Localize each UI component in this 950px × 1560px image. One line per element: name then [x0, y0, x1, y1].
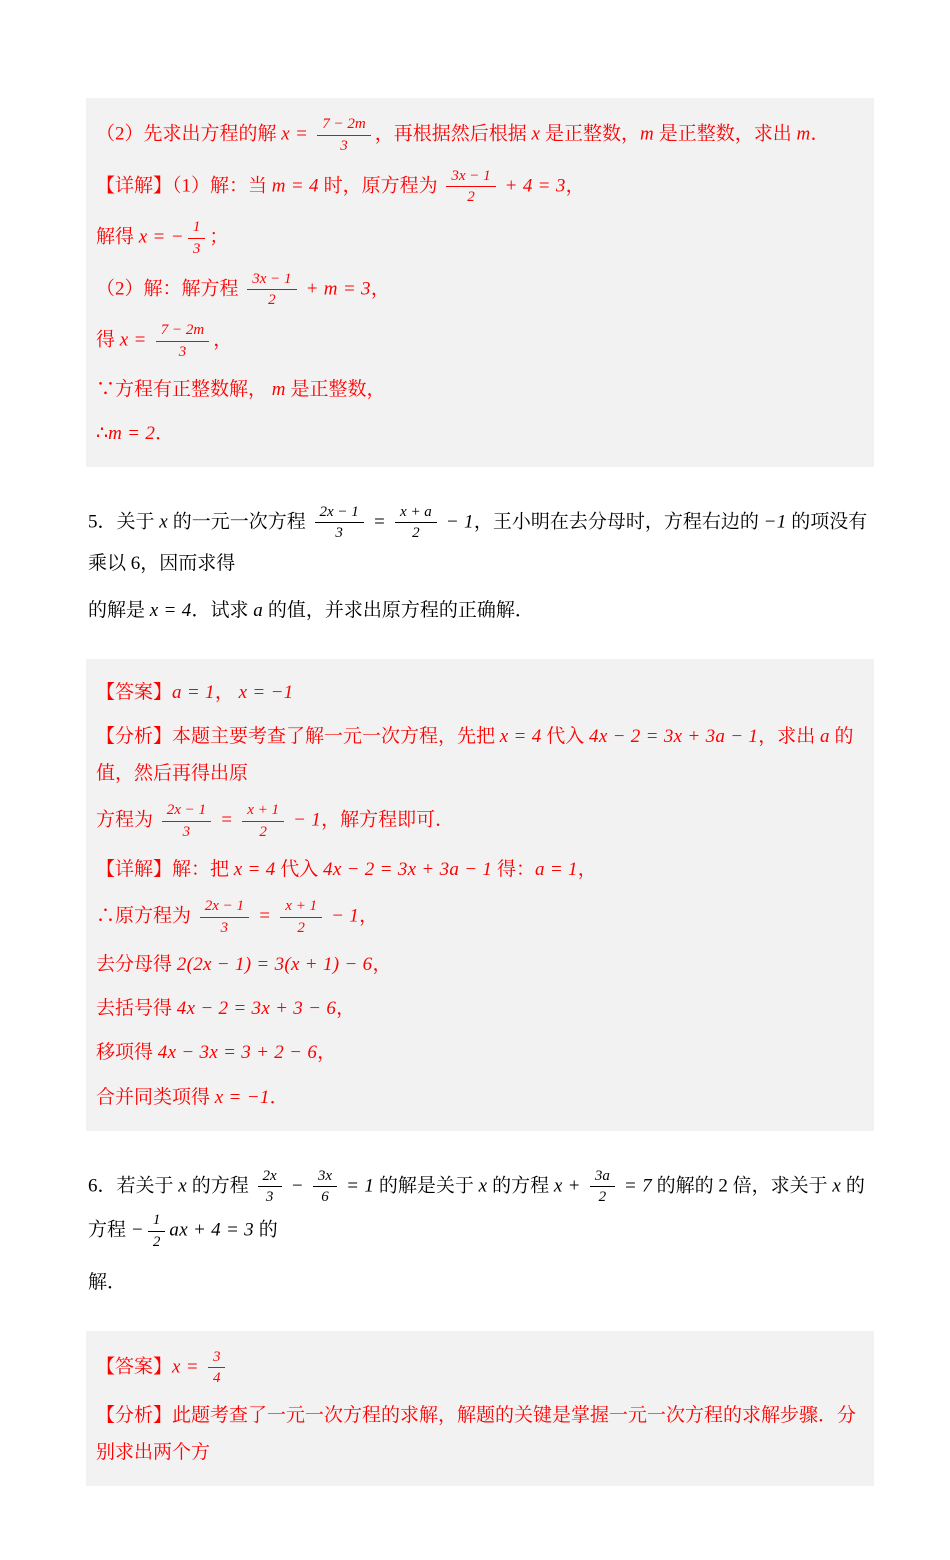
text-run: （2）先求出方程的解: [96, 123, 282, 145]
text-run: 【答案】: [96, 1356, 173, 1378]
math-run: −: [285, 1175, 309, 1197]
text-run: 的: [253, 1219, 278, 1241]
text-run: ，: [213, 329, 233, 351]
fraction-denominator: 4: [212, 1370, 221, 1387]
math-run: m: [796, 123, 811, 145]
math-run: + 4 = 3: [499, 175, 566, 197]
fraction: [395, 503, 437, 544]
math-run: ax + 4 = 3: [169, 1219, 254, 1241]
text-run: 的项没有乘以 6，因而求得: [88, 511, 868, 575]
math-run: m = 2: [108, 422, 156, 444]
fraction-numerator: x + a: [395, 503, 437, 524]
text-line: [96, 851, 864, 888]
math-run: x: [531, 123, 541, 145]
text-line: [96, 216, 864, 261]
fraction-denominator: 3: [220, 919, 229, 936]
fraction: [162, 801, 211, 842]
text-run: ．: [269, 1086, 289, 1108]
text-line: [88, 592, 872, 629]
fraction-denominator: 2: [259, 824, 267, 841]
math-run: −: [130, 1219, 144, 1241]
text-run: ，: [336, 998, 356, 1020]
question-block: [86, 487, 874, 644]
text-line: [96, 371, 864, 408]
text-run: 代入: [541, 726, 590, 748]
math-run: m = 4: [271, 175, 319, 197]
fraction-numerator: 2x: [258, 1167, 282, 1188]
fraction-numerator: 3x − 1: [446, 167, 495, 188]
fraction-numerator: 2x − 1: [162, 801, 211, 822]
text-run: 合并同类项得: [96, 1086, 215, 1108]
text-run: 的解是关于: [374, 1175, 479, 1197]
text-run: 去括号得: [96, 998, 177, 1020]
math-run: x +: [553, 1175, 586, 1197]
math-run: m: [271, 378, 286, 400]
text-run: ，: [370, 278, 390, 300]
math-run: − 1: [440, 511, 474, 533]
math-run: x: [478, 1175, 488, 1197]
math-run: −1: [763, 511, 787, 533]
fraction-numerator: 1: [148, 1211, 166, 1232]
math-run: x = 4: [499, 726, 542, 748]
math-run: 2(2x − 1) = 3(x + 1) − 6: [176, 954, 373, 976]
text-run: 的方程: [487, 1175, 554, 1197]
text-run: 【分析】此题考查了一元一次方程的求解，解题的关键是掌握一元一次方程的求解步骤．分别求出两个方: [96, 1405, 857, 1464]
math-run: m: [639, 123, 654, 145]
document-content: [86, 98, 874, 1486]
fraction: [315, 503, 364, 544]
text-line: [96, 1397, 864, 1471]
text-run: 5．关于: [88, 511, 160, 533]
text-line: [96, 990, 864, 1027]
fraction-denominator: 3: [182, 824, 191, 841]
text-run: 的值，然后再得出原: [96, 726, 854, 785]
text-run: ．: [810, 123, 830, 145]
text-line: [96, 1346, 864, 1391]
question-block: [86, 1151, 874, 1315]
text-run: 6．若关于: [88, 1175, 179, 1197]
math-run: = 1: [341, 1175, 375, 1197]
fraction-numerator: 2x − 1: [315, 503, 364, 524]
fraction: [280, 897, 322, 938]
fraction: [247, 270, 296, 311]
fraction-denominator: 2: [412, 525, 420, 542]
math-run: 4x − 3x = 3 + 2 − 6: [157, 1042, 318, 1064]
fraction-denominator: 2: [152, 1233, 161, 1250]
answer-block: [86, 98, 874, 467]
math-run: x =: [119, 329, 152, 351]
text-line: [88, 501, 872, 583]
math-run: x = −: [138, 226, 184, 248]
text-line: [96, 799, 864, 844]
fraction-numerator: 1: [188, 218, 206, 239]
math-run: − 1: [326, 905, 360, 927]
fraction: [148, 1211, 166, 1252]
fraction-numerator: 3x: [313, 1167, 337, 1188]
text-run: ∴: [96, 422, 109, 444]
text-line: [96, 415, 864, 452]
text-line: [96, 319, 864, 364]
math-run: 4x − 2 = 3x + 3a − 1: [323, 858, 493, 880]
fraction-denominator: 2: [268, 292, 276, 309]
text-run: 是正整数，求出: [654, 123, 797, 145]
fraction: [242, 801, 284, 842]
math-run: a = 1: [534, 858, 578, 880]
text-run: ，: [214, 682, 239, 704]
text-line: [88, 1165, 872, 1254]
math-run: 4x − 2 = 3x + 3a − 1: [589, 726, 759, 748]
fraction-denominator: 6: [321, 1189, 329, 1206]
text-run: 的解是: [88, 600, 150, 622]
text-run: ，王小明在去分母时，方程右边的: [473, 511, 764, 533]
math-run: x =: [281, 123, 314, 145]
math-run: x = 4: [149, 600, 192, 622]
text-run: ，: [359, 905, 379, 927]
math-run: x = −1: [214, 1086, 270, 1108]
math-run: =: [367, 511, 392, 533]
text-line: [96, 165, 864, 210]
text-line: [96, 113, 864, 158]
fraction-numerator: 3x − 1: [247, 270, 296, 291]
fraction-numerator: x + 1: [280, 897, 322, 918]
text-run: ．试求: [191, 600, 254, 622]
text-run: 【详解】解：把: [96, 858, 234, 880]
text-run: 解得: [96, 226, 139, 248]
fraction-numerator: 3a: [590, 1167, 615, 1188]
text-run: ，: [372, 954, 392, 976]
fraction-numerator: x + 1: [242, 801, 284, 822]
fraction-numerator: 7 − 2m: [156, 321, 209, 342]
text-run: 代入: [275, 858, 324, 880]
text-run: 的值，并求出原方程的正确解．: [263, 600, 534, 622]
math-run: a: [253, 600, 264, 622]
answer-block: [86, 659, 874, 1130]
text-run: 的解的 2 倍，求关于: [651, 1175, 833, 1197]
text-line: [96, 268, 864, 313]
text-run: 方程为: [96, 809, 158, 831]
text-run: 时，原方程为: [318, 175, 443, 197]
math-run: 4x − 2 = 3x + 3 − 6: [176, 998, 337, 1020]
text-run: ∵方程有正整数解，: [96, 378, 272, 400]
fraction-denominator: 3: [265, 1189, 274, 1206]
text-run: 的方程: [187, 1175, 254, 1197]
text-run: 是正整数，: [540, 123, 640, 145]
text-line: [96, 946, 864, 983]
text-run: ．: [155, 422, 175, 444]
text-line: [96, 1034, 864, 1071]
text-run: ，: [577, 858, 597, 880]
fraction: [200, 897, 249, 938]
math-run: x = −1: [238, 682, 294, 704]
fraction-denominator: 2: [467, 189, 475, 206]
math-run: =: [253, 905, 277, 927]
text-run: 得: [96, 329, 120, 351]
math-run: x: [159, 511, 168, 533]
fraction-denominator: 3: [340, 137, 348, 154]
fraction-denominator: 3: [335, 525, 343, 542]
text-run: ，求出: [758, 726, 820, 748]
text-run: 解．: [88, 1271, 127, 1293]
fraction-numerator: 2x − 1: [200, 897, 249, 918]
text-run: ，: [317, 1042, 337, 1064]
fraction: [188, 218, 206, 259]
text-run: ，: [565, 175, 585, 197]
fraction: [258, 1167, 282, 1208]
text-run: 的方程: [88, 1175, 865, 1241]
fraction: [208, 1348, 226, 1389]
fraction-numerator: 7 − 2m: [317, 115, 370, 136]
math-run: x: [178, 1175, 187, 1197]
math-run: = 7: [618, 1175, 652, 1197]
fraction-denominator: 3: [192, 240, 201, 257]
fraction-denominator: 2: [598, 1189, 607, 1206]
math-run: − 1: [288, 809, 322, 831]
fraction-denominator: 2: [297, 919, 305, 936]
fraction-denominator: 3: [178, 343, 187, 360]
text-line: [96, 1079, 864, 1116]
text-run: 的一元一次方程: [168, 511, 311, 533]
text-line: [96, 718, 864, 792]
text-run: 去分母得: [96, 954, 177, 976]
text-run: 移项得: [96, 1042, 158, 1064]
fraction: [313, 1167, 337, 1208]
fraction: [446, 167, 495, 208]
math-run: a = 1: [172, 682, 215, 704]
math-run: =: [215, 809, 239, 831]
text-run: ，再根据然后根据: [374, 123, 532, 145]
fraction: [317, 115, 370, 156]
text-run: 得：: [492, 858, 535, 880]
math-run: x =: [172, 1356, 204, 1378]
fraction: [590, 1167, 615, 1208]
text-run: 【详解】（1）解：当: [96, 175, 272, 197]
math-run: x = 4: [233, 858, 276, 880]
fraction-numerator: 3: [208, 1348, 226, 1369]
text-line: [96, 674, 864, 711]
fraction: [156, 321, 209, 362]
text-run: 【答案】: [96, 682, 173, 704]
text-line: [88, 1264, 872, 1301]
math-run: x: [832, 1175, 842, 1197]
text-line: [96, 895, 864, 940]
text-run: ∴原方程为: [96, 905, 196, 927]
answer-block: [86, 1331, 874, 1487]
math-run: + m = 3: [300, 278, 371, 300]
text-run: （2）解：解方程: [96, 278, 244, 300]
text-run: 【分析】本题主要考查了解一元一次方程，先把: [96, 726, 500, 748]
math-run: a: [819, 726, 830, 748]
text-run: ，解方程即可．: [321, 809, 455, 831]
text-run: 是正整数，: [285, 378, 386, 400]
text-run: ；: [209, 226, 229, 248]
